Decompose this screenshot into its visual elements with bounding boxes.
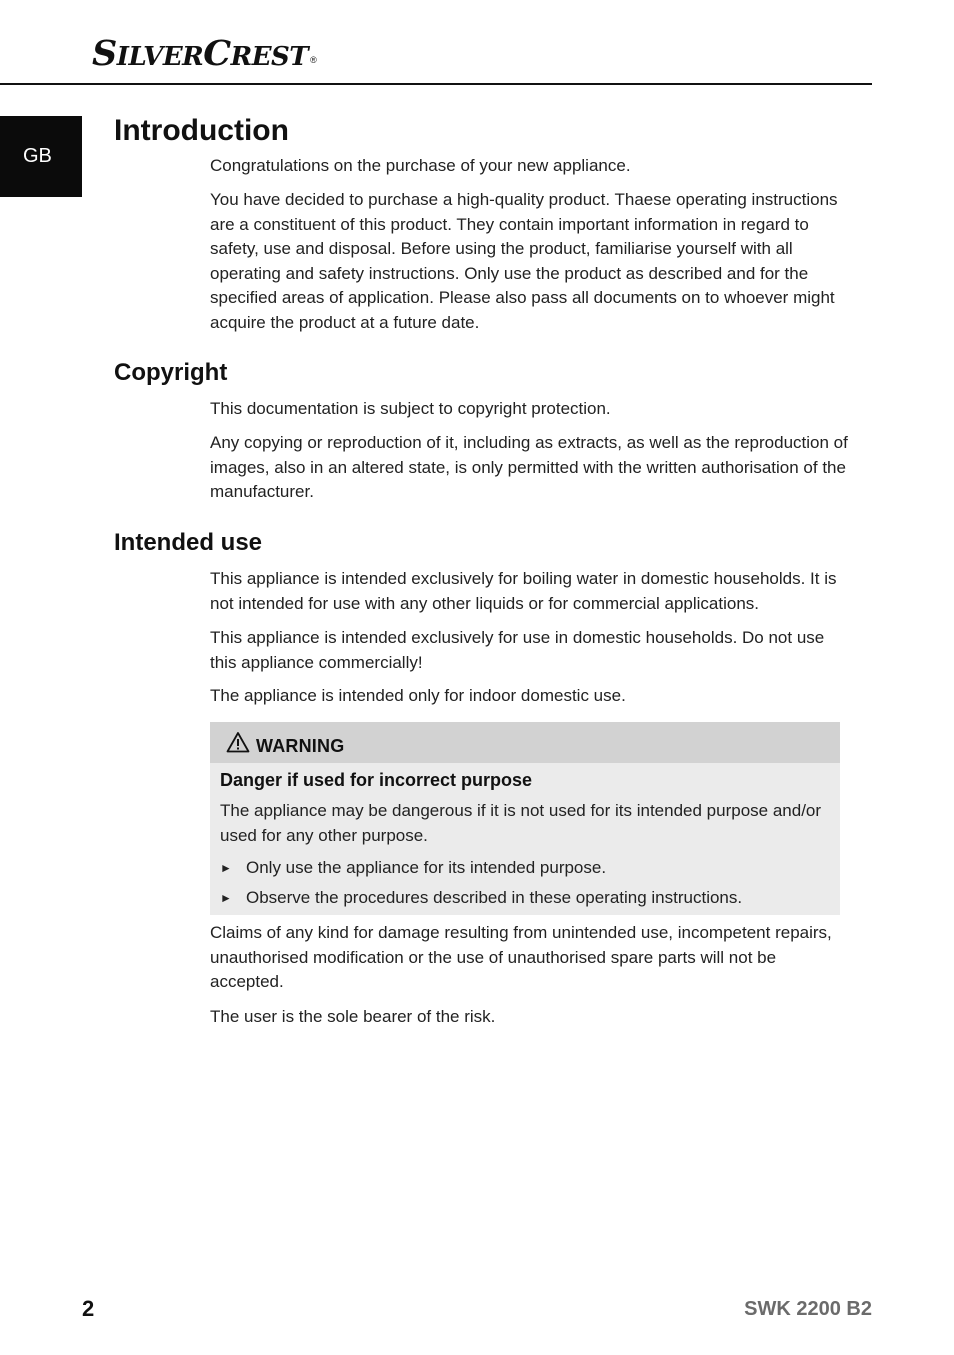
warning-text: The appliance may be dangerous if it is not used for its intended purpose and/or used for any other purpose. [220,801,822,845]
warning-bullet [220,857,606,879]
introduction-paragraph: Congratulations on the purchase of your new appliance. [210,156,631,175]
brand-letters: ILVER [116,42,204,72]
warning-bullet [220,887,742,909]
warning-bullet-text: Observe the procedures described in these operating instructions. [246,888,743,907]
introduction-heading: Introduction [114,114,289,147]
warning-box [210,722,840,915]
intended-use-paragraph: The appliance is intended only for indoor domestic use. [210,686,626,705]
arrow-right-icon: ► [220,861,232,875]
arrow-right-icon: ► [220,891,232,905]
intended-use-paragraph: This appliance is intended exclusively for boiling water in domestic households. It is not intended for use with any other liquids or for commercial applications. [210,569,837,613]
copyright-paragraph: This documentation is subject to copyright protection. [210,399,611,418]
brand-logo [92,34,316,74]
brand-letter: S [92,33,117,74]
brand-letter: C [203,33,231,74]
intended-use-paragraph: This appliance is intended exclusively for use in domestic households. Do not use this appliance commercially! [210,628,825,672]
language-code: GB [23,145,52,167]
warning-label: WARNING [256,736,345,756]
model-number: SWK 2200 B2 [744,1298,872,1320]
warning-bullet-text: Only use the appliance for its intended purpose. [246,858,607,877]
intended-use-paragraph: The user is the sole bearer of the risk. [210,1007,496,1026]
brand-letters: REST [230,42,309,72]
copyright-heading: Copyright [114,359,228,386]
warning-title: Danger if used for incorrect purpose [220,770,533,790]
warning-header [210,722,840,763]
intended-use-paragraph: Claims of any kind for damage resulting from unintended use, incompetent repairs, unauthorised modification or the use of unauthorised spare parts will not be accepted. [210,923,832,991]
warning-triangle-icon [226,731,250,753]
language-tab [0,116,82,197]
introduction-paragraph: You have decided to purchase a high-quality product. Thaese operating instructions are a constituent of this product. They contain important information in regard to safety, use and disposal. Before using the product, familiarise yourself with all operating and safety instructions. Only use the product as described and for the specified areas of application. Please also pass all documents on to whoever might acquire the product at a future date. [210,190,838,332]
registered-mark: ® [310,55,317,65]
intended-use-heading: Intended use [114,529,263,556]
header-divider [0,83,872,85]
page-number: 2 [82,1296,95,1321]
copyright-paragraph: Any copying or reproduction of it, including as extracts, as well as the reproduction of images, also in an altered state, is only permitted with the written authorisation of the manufacturer. [210,433,848,501]
